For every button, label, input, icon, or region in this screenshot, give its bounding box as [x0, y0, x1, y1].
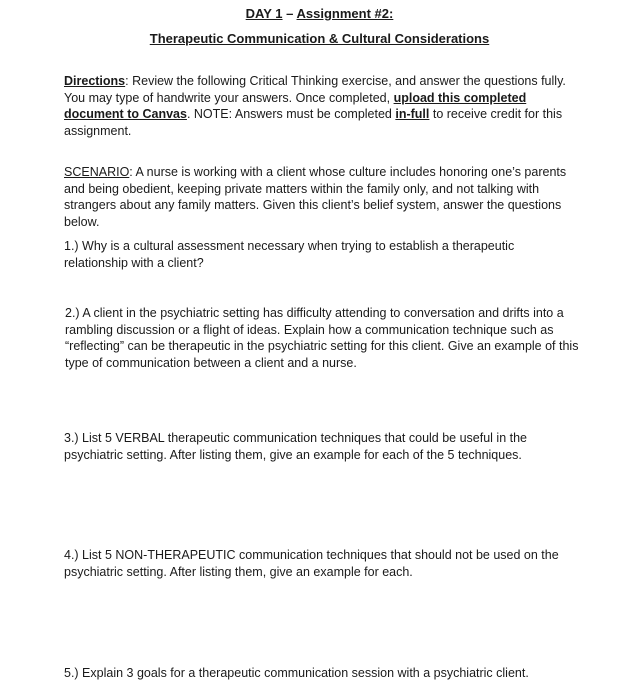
- scenario-paragraph: [64, 164, 579, 230]
- question-3: 3.) List 5 VERBAL therapeutic communication techniques that could be useful in the psychiatric setting. After listing them, give an example for each of the 5 techniques.: [64, 431, 528, 462]
- question-1: 1.) Why is a cultural assessment necessary when trying to establish a therapeutic relationship with a client?: [64, 239, 515, 270]
- directions-text-1: : Review the following Critical Thinking exercise, and answer the questions fully. You may type of handwrite your answers. Once completed,: [64, 74, 566, 105]
- title-dash: –: [282, 6, 297, 21]
- in-full-emphasis: in-full: [395, 107, 430, 121]
- directions-text-3: to receive credit for this assignment.: [64, 107, 563, 138]
- question-2: 2.) A client in the psychiatric setting has difficulty attending to conversation and drifts into a rambling discussion or a flight of ideas. Explain how a communication technique such as “reflecting” can be therapeutic in the psychiatric setting for this client. Give an example of this type of communication between a client and a nurse.: [65, 306, 579, 370]
- day-label: DAY 1: [245, 6, 283, 21]
- directions-label: Directions: [64, 74, 126, 88]
- scenario-text: : A nurse is working with a client whose culture includes honoring one’s parents and being obedient, keeping private matters within the family only, and not talking with strangers about any family matters. Given this client’s belief system, answer the questions below.: [64, 165, 567, 229]
- assignment-label: Assignment #2:: [296, 6, 394, 21]
- directions-text-2: . NOTE: Answers must be completed: [186, 107, 396, 121]
- directions-paragraph: [64, 73, 579, 139]
- page-title: [0, 6, 639, 23]
- page-subtitle: Therapeutic Communication & Cultural Considerations: [149, 31, 490, 46]
- question-4: 4.) List 5 NON-THERAPEUTIC communication techniques that should not be used on the psychiatric setting. After listing them, give an example for each.: [64, 548, 559, 579]
- upload-instruction: upload this completed document to Canvas: [64, 90, 527, 121]
- question-5: 5.) Explain 3 goals for a therapeutic communication session with a psychiatric client.: [64, 666, 529, 680]
- scenario-label: SCENARIO: [64, 165, 130, 179]
